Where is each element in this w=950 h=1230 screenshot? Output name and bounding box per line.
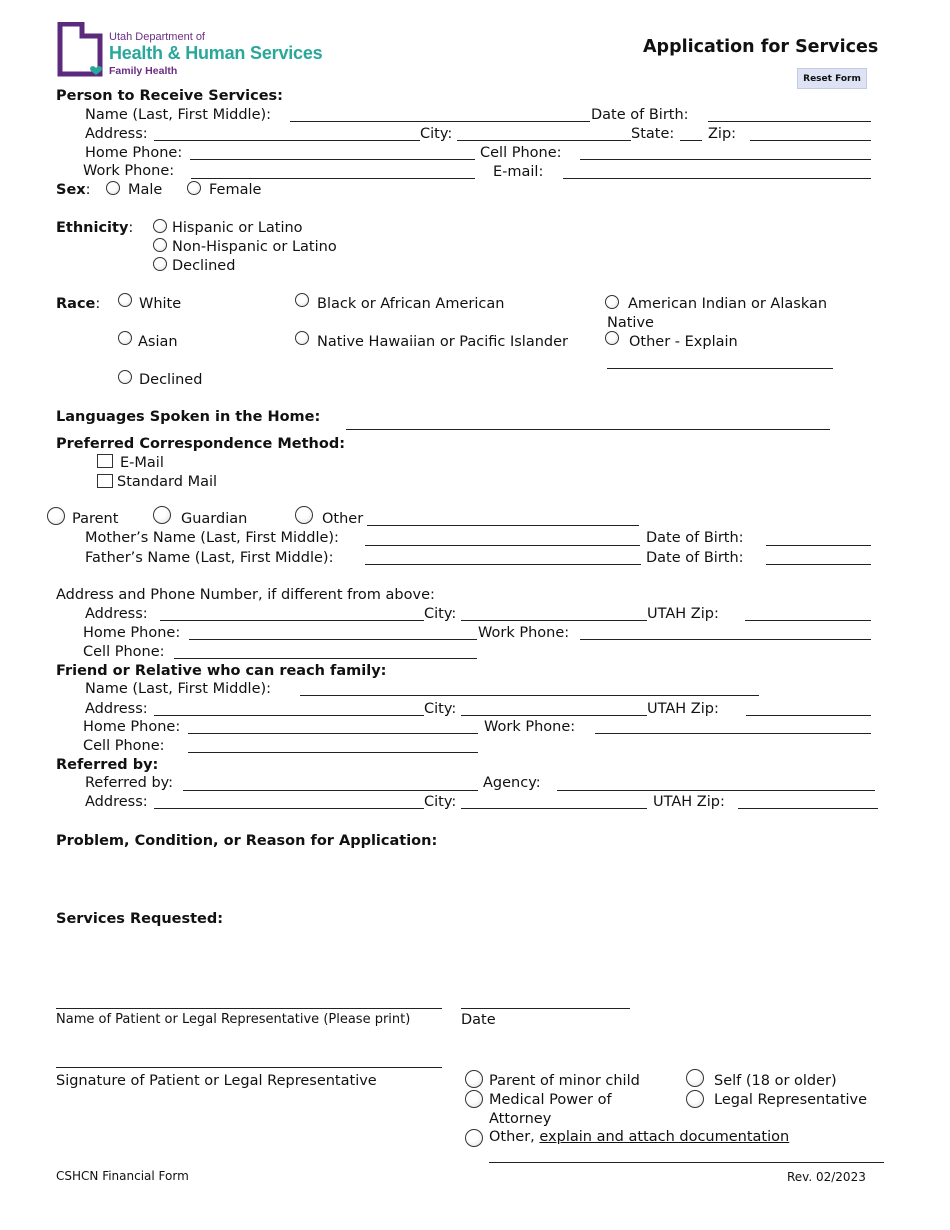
mother-dob-label: Date of Birth:: [646, 530, 744, 546]
work-phone-label: Work Phone:: [83, 163, 175, 179]
father-name-field[interactable]: [365, 564, 641, 565]
relation-parent-label: Parent: [72, 511, 119, 527]
alt-cell-phone-label: Cell Phone:: [83, 644, 165, 660]
race-other-label: Other - Explain: [629, 334, 738, 350]
signature-field[interactable]: [56, 1067, 442, 1068]
referred-zip-field[interactable]: [738, 808, 878, 809]
race-white-radio[interactable]: [118, 293, 132, 307]
signer-other-label: Other, explain and attach documentation: [489, 1129, 790, 1145]
friend-zip-label: UTAH Zip:: [647, 701, 719, 717]
signer-parent-minor-label: Parent of minor child: [489, 1073, 640, 1089]
state-label: State:: [631, 126, 675, 142]
languages-field[interactable]: [346, 429, 830, 430]
race-label: Race:: [56, 296, 101, 312]
correspondence-mail-checkbox[interactable]: [97, 474, 113, 488]
alt-zip-label: UTAH Zip:: [647, 606, 719, 622]
mother-name-field[interactable]: [365, 545, 640, 546]
friend-city-field[interactable]: [461, 715, 647, 716]
problem-heading: Problem, Condition, or Reason for Application:: [56, 833, 438, 849]
race-other-explain-field[interactable]: [607, 368, 833, 369]
logo-line-3: Family Health: [109, 65, 178, 77]
name-field[interactable]: [290, 121, 590, 122]
friend-home-phone-field[interactable]: [188, 733, 478, 734]
zip-field[interactable]: [750, 140, 871, 141]
logo-line-1: Utah Department of: [109, 31, 205, 43]
race-american-indian-label-cont: Native: [607, 315, 654, 331]
race-asian-label: Asian: [138, 334, 178, 350]
alt-work-phone-field[interactable]: [580, 639, 871, 640]
relation-other-label: Other: [322, 511, 364, 527]
ethnicity-declined-label: Declined: [172, 258, 236, 274]
agency-field[interactable]: [557, 790, 875, 791]
revision-date: Rev. 02/2023: [787, 1170, 866, 1184]
sex-label: Sex:: [56, 182, 91, 198]
ethnicity-hispanic-label: Hispanic or Latino: [172, 220, 303, 236]
friend-home-phone-label: Home Phone:: [83, 719, 181, 735]
home-phone-field[interactable]: [190, 159, 475, 160]
referred-address-label: Address:: [85, 794, 148, 810]
referred-address-field[interactable]: [154, 808, 424, 809]
race-asian-radio[interactable]: [118, 331, 132, 345]
alt-cell-phone-field[interactable]: [174, 658, 477, 659]
name-label: Name (Last, First Middle):: [85, 107, 272, 123]
correspondence-mail-label: Standard Mail: [117, 474, 218, 490]
referred-by-label: Referred by:: [85, 775, 174, 791]
race-declined-label: Declined: [139, 372, 203, 388]
cell-phone-label: Cell Phone:: [480, 145, 562, 161]
reset-form-button[interactable]: Reset Form: [797, 68, 867, 89]
alt-work-phone-label: Work Phone:: [478, 625, 570, 641]
correspondence-email-checkbox[interactable]: [97, 454, 113, 468]
address-label: Address:: [85, 126, 148, 142]
signer-other-radio[interactable]: [465, 1129, 483, 1147]
dob-field[interactable]: [708, 121, 871, 122]
father-name-label: Father’s Name (Last, First Middle):: [85, 550, 334, 566]
page-title: Application for Services: [643, 37, 879, 57]
logo-line-2: Health & Human Services: [109, 43, 323, 63]
email-label: E-mail:: [493, 164, 544, 180]
services-heading: Services Requested:: [56, 911, 224, 927]
utah-state-icon: [56, 22, 104, 78]
signer-parent-minor-radio[interactable]: [465, 1070, 483, 1088]
father-dob-label: Date of Birth:: [646, 550, 744, 566]
alt-home-phone-field[interactable]: [189, 639, 477, 640]
languages-label: Languages Spoken in the Home:: [56, 409, 321, 425]
race-american-indian-radio[interactable]: [605, 295, 619, 309]
ethnicity-label: Ethnicity:: [56, 220, 134, 236]
sex-female-label: Female: [209, 182, 262, 198]
friend-cell-phone-label: Cell Phone:: [83, 738, 165, 754]
alt-zip-field[interactable]: [745, 620, 871, 621]
ethnicity-non-hispanic-label: Non-Hispanic or Latino: [172, 239, 337, 255]
referred-city-label: City:: [424, 794, 457, 810]
referred-by-field[interactable]: [183, 790, 478, 791]
correspondence-label: Preferred Correspondence Method:: [56, 436, 346, 452]
father-dob-field[interactable]: [766, 564, 871, 565]
signature-label: Signature of Patient or Legal Representative: [56, 1073, 377, 1089]
ethnicity-declined-radio[interactable]: [153, 257, 167, 271]
relation-parent-radio[interactable]: [47, 507, 65, 525]
signer-self-radio[interactable]: [686, 1069, 704, 1087]
friend-work-phone-label: Work Phone:: [484, 719, 576, 735]
signer-other-explain-field[interactable]: [489, 1162, 884, 1163]
cell-phone-field[interactable]: [580, 159, 871, 160]
sex-male-label: Male: [128, 182, 163, 198]
alt-address-label: Address:: [85, 606, 148, 622]
patient-name-field[interactable]: [56, 1008, 442, 1009]
patient-name-label: Name of Patient or Legal Representative (Please print): [56, 1012, 411, 1027]
relation-other-field[interactable]: [367, 525, 639, 526]
friend-cell-phone-field[interactable]: [188, 752, 478, 753]
referred-city-field[interactable]: [461, 808, 647, 809]
race-declined-radio[interactable]: [118, 370, 132, 384]
race-hawaiian-radio[interactable]: [295, 331, 309, 345]
referred-zip-label: UTAH Zip:: [653, 794, 725, 810]
date-label: Date: [461, 1012, 496, 1028]
city-field[interactable]: [457, 140, 631, 141]
friend-work-phone-field[interactable]: [595, 733, 871, 734]
signer-medical-poa-radio[interactable]: [465, 1090, 483, 1108]
alt-city-label: City:: [424, 606, 457, 622]
race-american-indian-label: American Indian or Alaskan: [628, 296, 828, 312]
correspondence-email-label: E-Mail: [120, 455, 164, 471]
race-black-radio[interactable]: [295, 293, 309, 307]
work-phone-field[interactable]: [191, 178, 475, 179]
state-field[interactable]: [680, 140, 702, 141]
sex-female-radio[interactable]: [187, 181, 201, 195]
friend-name-field[interactable]: [300, 695, 759, 696]
mother-name-label: Mother’s Name (Last, First Middle):: [85, 530, 339, 546]
alt-home-phone-label: Home Phone:: [83, 625, 181, 641]
signer-legal-rep-radio[interactable]: [686, 1090, 704, 1108]
address-field[interactable]: [154, 140, 420, 141]
sex-male-radio[interactable]: [106, 181, 120, 195]
alt-city-field[interactable]: [461, 620, 647, 621]
alt-address-field[interactable]: [160, 620, 424, 621]
signer-medical-poa-label-cont: Attorney: [489, 1111, 552, 1127]
race-other-radio[interactable]: [605, 331, 619, 345]
friend-city-label: City:: [424, 701, 457, 717]
person-heading: Person to Receive Services:: [56, 88, 283, 104]
email-field[interactable]: [563, 178, 871, 179]
ethnicity-hispanic-radio[interactable]: [153, 219, 167, 233]
dob-label: Date of Birth:: [591, 107, 689, 123]
signer-medical-poa-label: Medical Power of: [489, 1092, 612, 1108]
agency-label: Agency:: [483, 775, 541, 791]
form-name: CSHCN Financial Form: [56, 1169, 189, 1183]
date-field[interactable]: [461, 1008, 630, 1009]
friend-address-label: Address:: [85, 701, 148, 717]
friend-address-field[interactable]: [154, 715, 424, 716]
friend-heading: Friend or Relative who can reach family:: [56, 663, 387, 679]
relation-guardian-radio[interactable]: [153, 506, 171, 524]
relation-guardian-label: Guardian: [181, 511, 248, 527]
race-white-label: White: [139, 296, 182, 312]
race-black-label: Black or African American: [317, 296, 505, 312]
signer-self-label: Self (18 or older): [714, 1073, 837, 1089]
friend-name-label: Name (Last, First Middle):: [85, 681, 272, 697]
relation-other-radio[interactable]: [295, 506, 313, 524]
alt-address-heading: Address and Phone Number, if different from above:: [56, 587, 435, 603]
ethnicity-non-hispanic-radio[interactable]: [153, 238, 167, 252]
city-label: City:: [420, 126, 453, 142]
race-hawaiian-label: Native Hawaiian or Pacific Islander: [317, 334, 568, 350]
signer-legal-rep-label: Legal Representative: [714, 1092, 868, 1108]
mother-dob-field[interactable]: [766, 545, 871, 546]
zip-label: Zip:: [708, 126, 737, 142]
friend-zip-field[interactable]: [746, 715, 871, 716]
home-phone-label: Home Phone:: [85, 145, 183, 161]
referred-heading: Referred by:: [56, 757, 159, 773]
